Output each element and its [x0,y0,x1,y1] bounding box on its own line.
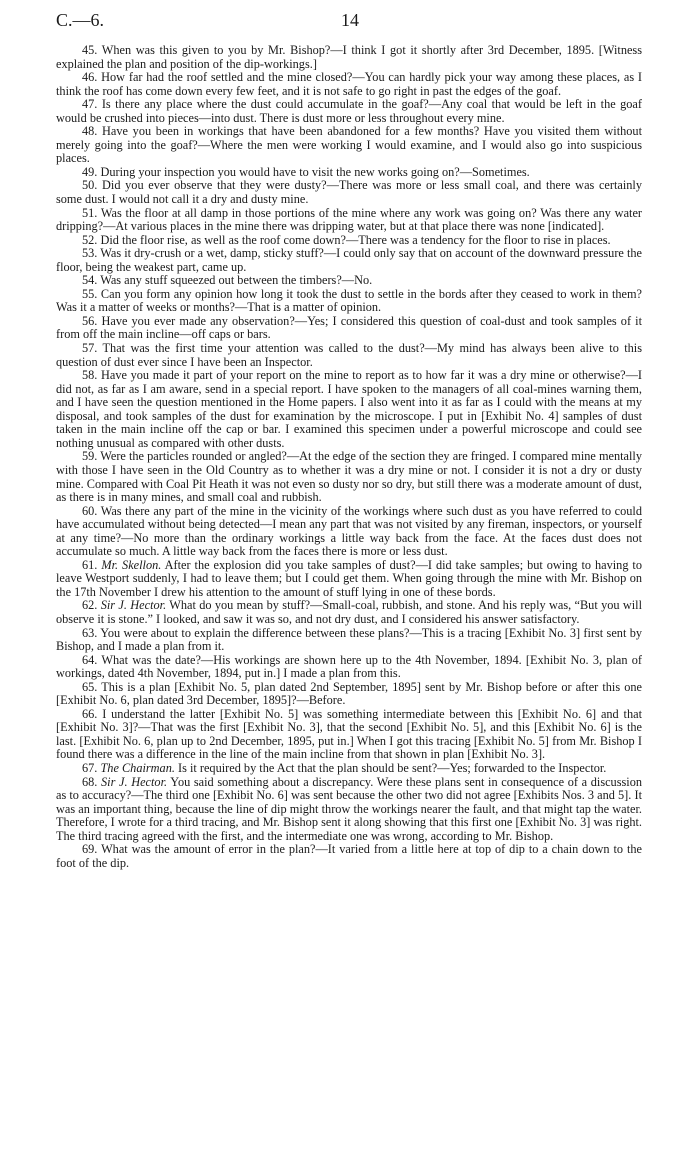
paragraph-text: 69. What was the amount of error in the plan?—It varied from a little here at top of dip to a chain down to the foot of the dip. [56,842,642,870]
question-paragraph [56,342,642,369]
question-paragraph [56,762,642,776]
question-paragraph [56,44,642,71]
question-paragraph [56,247,642,274]
paragraph-text: Is it required by the Act that the plan should be sent?—Yes; forwarded to the Inspector. [174,760,607,775]
question-paragraph [56,776,642,844]
paragraph-text: 63. You were about to explain the difference between these plans?—This is a tracing [Exhibit No. 3] first sent by Bishop, and I made a plan from it. [56,625,642,654]
paragraph-number: 68. [82,774,102,789]
question-paragraph [56,599,642,626]
paragraph-text: What do you mean by stuff?—Small-coal, rubbish, and stone. And his reply was, “But you will observe it is stone.” I looked, and saw it was so, and not dry dust, and I considered his answer satisfactory. [56,598,643,626]
paragraph-text: 54. Was any stuff squeezed out between the timbers?—No. [82,273,373,288]
speaker-name: The Chairman. [100,760,175,775]
paragraph-text: You said something about a discrepancy. Were these plans sent in consequence of a discussion as to accuracy?—The third one [Exhibit No. 6] was sent because the other two did not agree [Exhibits Nos. 3 and 5]. It was an important thing, because the line of dip might throw the workings nearer the fault, and that might tap the water. Therefore, I wrote for a third tracing, and Mr. Bishop sent it along showing that this first one [Exhibit No. 3] was right. The third tracing agreed with the first, and the intermediate one was wrong, according to Mr. Bishop. [56,774,642,843]
paragraph-text: After the explosion did you take samples of dust?—I did take samples; but owing to having to leave Westport suddenly, I had to leave them; but I could get them. When going through the mine with Mr. Bishop on the 17th November I drew his attention to the amount of stuff lying in one of these bords. [56,557,642,599]
evidence-text [56,44,642,870]
paragraph-text: 45. When was this given to you by Mr. Bishop?—I think I got it shortly after 3rd December, 1895. [Witness explained the plan and position of the dip-workings.] [56,43,642,71]
paragraph-text: 52. Did the floor rise, as well as the roof come down?—There was a tendency for the floor to rise in places. [82,232,611,247]
paragraph-text: 58. Have you made it part of your report on the mine to report as to how far it was a dry mine or otherwise?—I did not, as far as I am aware, send in a special report. I have spoken to the managers of all coal-mines warning them, and I have seen the question mentioned in the Home papers. I also went into it as far as I could with the means at my disposal, and took samples of the dust for examination by the microscope. I put in [Exhibit No. 4] samples of dust taken in the main incline off the cap or bar. I examined this specimen under a powerful microscope and could see nothing unusual as compared with other dusts. [56,368,642,450]
page-number: 14 [341,10,359,30]
paragraph-text: 65. This is a plan [Exhibit No. 5, plan dated 2nd September, 1895] sent by Mr. Bishop before or after this one [Exhibit No. 6, plan dated 3rd December, 1895]?—Before. [56,679,642,708]
question-paragraph [56,288,642,315]
question-paragraph [56,315,642,342]
question-paragraph [56,559,642,600]
paragraph-text: 47. Is there any place where the dust could accumulate in the goaf?—Any coal that would be left in the goaf would be crushed into pieces—into dust. There is dust more or less throughout every mine. [56,97,642,125]
paragraph-text: 50. Did you ever observe that they were dusty?—There was more or less small coal, and there was certainly some dust. I would not call it a dry and dusty mine. [56,178,642,207]
speaker-name: Sir J. Hector. [101,774,168,789]
paragraph-text: 51. Was the floor at all damp in those portions of the mine where any work was going on? Was there any water dripping?—At various places in the mine there was dripping water, but at that place there was none [indicated]. [56,205,642,234]
question-paragraph [56,98,642,125]
paragraph-text: 46. How far had the roof settled and the mine closed?—You can hardly pick your way among these places, as I think the roof has come down every few feet, and it is not safe to go right in past the edges of the goaf. [56,70,642,98]
question-paragraph [56,654,642,681]
question-paragraph [56,71,642,98]
paragraph-number: 61. [82,557,102,572]
question-paragraph [56,505,642,559]
question-paragraph [56,681,642,708]
paragraph-text: 49. During your inspection you would have to visit the new works going on?—Sometimes. [82,164,530,179]
paragraph-text: 64. What was the date?—His workings are shown here up to the 4th November, 1894. [Exhibit No. 3, plan of workings, dated 4th November, 1894, put in.] I made a plan from this. [56,652,642,681]
page-header [56,10,644,34]
paragraph-text: 57. That was the first time your attention was called to the dust?—My mind has always been alive to this question of dust ever since I have been an Inspector. [56,341,642,369]
paragraph-number: 62. [82,598,101,613]
paragraph-text: 48. Have you been in workings that have been abandoned for a few months? Have you visited them without merely going into the goaf?—Where the men were working I would examine, and I would also go into suspicious places. [56,124,642,166]
question-paragraph [56,450,642,504]
question-paragraph [56,627,642,654]
paragraph-text: 53. Was it dry-crush or a wet, damp, sticky stuff?—I could only say that on account of the downward pressure the floor, being the weakest part, came up. [56,246,642,274]
paragraph-text: 60. Was there any part of the mine in the vicinity of the workings where such dust as you have referred to could have accumulated without being detected—I mean any part that was not visited by any fireman, inspectors, or yourself at any time?—No more than the ordinary workings a little way back from the face. At the faces dust does not accumulate so much. A little way back from the faces there is more or less dust. [56,503,642,559]
question-paragraph [56,179,642,206]
page-reference: C.—6. [56,10,105,30]
question-paragraph [56,166,642,180]
question-paragraph [56,274,642,288]
question-paragraph [56,234,642,248]
speaker-name: Sir J. Hector. [100,598,167,613]
question-paragraph [56,708,642,762]
question-paragraph [56,207,642,234]
question-paragraph [56,369,642,450]
question-paragraph [56,125,642,166]
paragraph-number: 67. [82,760,101,775]
paragraph-text: 56. Have you ever made any observation?—Yes; I considered this question of coal-dust and took samples of it from off the main incline—off caps or bars. [56,313,642,342]
paragraph-text: 59. Were the particles rounded or angled?—At the edge of the section they are fringed. I compared mine mentally with those I have seen in the Old Country as to whether it was a dry mine or not. I consider it is not a dry or dusty mine. Compared with Coal Pit Heath it was not even so dusty nor so dry, but still there was a moderate amount of dust, as there is in many mines, and small coal and rubbish. [56,449,642,505]
paragraph-text: 55. Can you form any opinion how long it took the dust to settle in the bords after they ceased to work in them? Was it a matter of weeks or months?—That is a matter of opinion. [56,286,642,315]
speaker-name: Mr. Skellon. [101,557,162,572]
question-paragraph [56,843,642,870]
paragraph-text: 66. I understand the latter [Exhibit No. 5] was something intermediate between this [Exhibit No. 6] and that [Exhibit No. 3]?—That was the first [Exhibit No. 3], that the second [Exhibit No. 5], and this [Exhibit No. 6] is the last. [Exhibit No. 6, plan up to 2nd December, 1895, put in.] When I got this tracing [Exhibit No. 5] from Mr. Bishop I found there was a difference in the line of the main incline from that shown in plan [Exhibit No. 3]. [56,706,642,762]
